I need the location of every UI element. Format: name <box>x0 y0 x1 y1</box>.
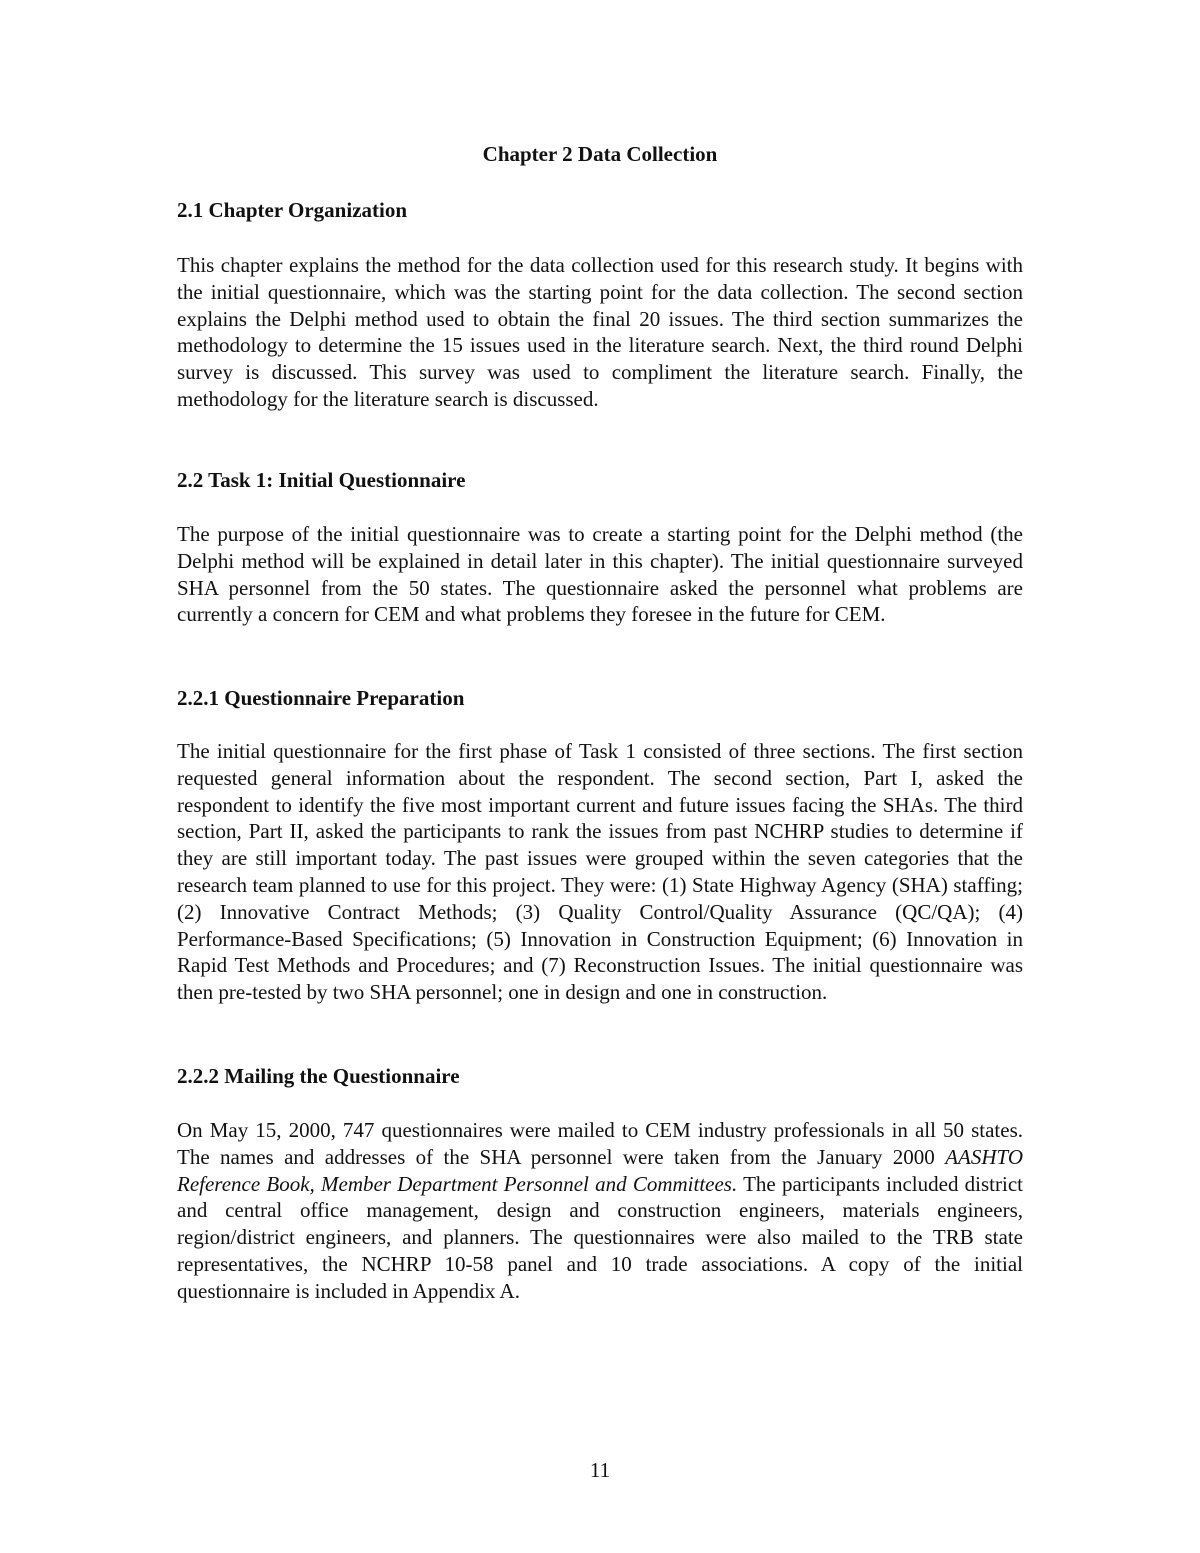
section-heading-2-1: 2.1 Chapter Organization <box>177 198 408 222</box>
paragraph-text-after-title: The participants included district and central office management, design and construction engineers, materials engineers, region/district engineers, and planners. The questionnaires were also mailed to the TRB state representatives, the NCHRP 10-58 panel and 10 trade associations. A copy of the initial questionnaire is included in Appendix A. <box>177 1171 1023 1303</box>
chapter-title: Chapter 2 Data Collection <box>482 142 718 166</box>
section-paragraph-2-2-2 <box>177 1117 1023 1305</box>
section-heading-2-2-1: 2.2.1 Questionnaire Preparation <box>177 686 465 710</box>
section-paragraph-2-2: The purpose of the initial questionnaire was to create a starting point for the Delphi method (the Delphi method will be explained in detail later in this chapter). The initial questionnaire surveyed SHA personnel from the 50 states. The questionnaire asked the personnel what problems are currently a concern for CEM and what problems they foresee in the future for CEM. <box>177 522 1023 627</box>
section-paragraph-2-1: This chapter explains the method for the data collection used for this research study. It begins with the initial questionnaire, which was the starting point for the data collection. The second section explains the Delphi method used to obtain the final 20 issues. The third section summarizes the methodology to determine the 15 issues used in the literature search. Next, the third round Delphi survey is discussed. This survey was used to compliment the literature search. Finally, the methodology for the literature search is discussed. <box>177 253 1023 411</box>
reference-book-title: AASHTO Reference Book, Member Department Personnel and Committees. <box>177 1144 1023 1196</box>
section-heading-2-2: 2.2 Task 1: Initial Questionnaire <box>177 468 466 492</box>
section-heading-2-2-2: 2.2.2 Mailing the Questionnaire <box>177 1064 460 1088</box>
page-number: 11 <box>589 1458 611 1482</box>
paragraph-text-before-title: On May 15, 2000, 747 questionnaires were mailed to CEM industry professionals in all 50 states. The names and addresses of the SHA personnel were taken from the January 2000 <box>177 1118 1023 1169</box>
section-paragraph-2-2-1: The initial questionnaire for the first phase of Task 1 consisted of three sections. The first section requested general information about the respondent. The second section, Part I, asked the respondent to identify the five most important current and future issues facing the SHAs. The third section, Part II, asked the participants to rank the issues from past NCHRP studies to determine if they are still important today. The past issues were grouped within the seven categories that the research team planned to use for this project. They were: (1) State Highway Agency (SHA) staffing; (2) Innovative Contract Methods; (3) Quality Control/Quality Assurance (QC/QA); (4) Performance-Based Specifications; (5) Innovation in Construction Equipment; (6) Innovation in Rapid Test Methods and Procedures; and (7) Reconstruction Issues. The initial questionnaire was then pre-tested by two SHA personnel; one in design and one in construction. <box>177 739 1023 1005</box>
